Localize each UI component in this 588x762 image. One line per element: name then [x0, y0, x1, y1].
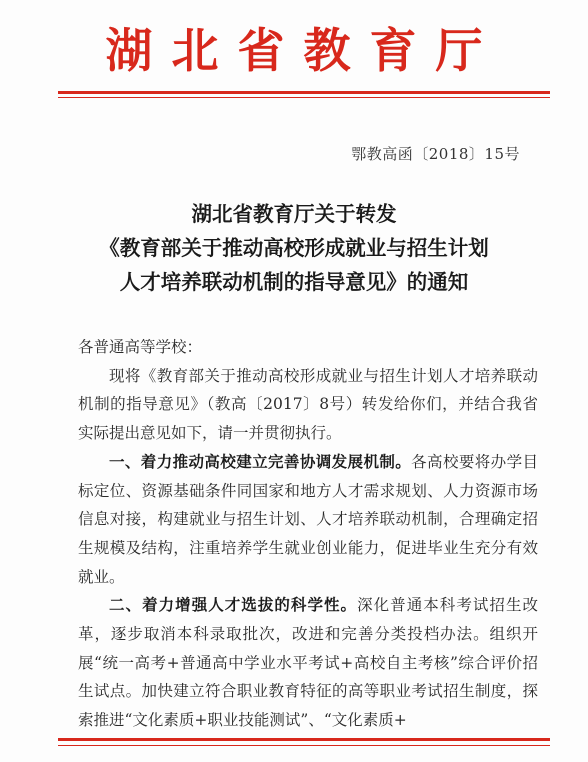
section-text: 深化普通本科考试招生改革，逐步取消本科录取批次，改进和完善分类投档办法。组织开展“统一高考+普通高中学业水平考试+高校自主考核”综合评价招生试点。加快建立符合职业教育特征的高等职业考试招生制度，探索推进“文化素质+职业技能测试”、“文化素质+ [78, 596, 538, 730]
footer-rule-thick [58, 738, 550, 741]
title-line: 湖北省教育厅关于转发 [191, 202, 397, 226]
letterhead-title: 湖北省教育厅 [105, 24, 502, 79]
footer-rule-thin [58, 745, 550, 746]
letterhead-rule-thin [58, 97, 550, 98]
title-line: 《教育部关于推动高校形成就业与招生计划 [99, 236, 489, 260]
document-title [0, 197, 588, 299]
document-body [78, 333, 538, 735]
letterhead-rule-thick [58, 91, 550, 94]
section-paragraph [78, 448, 538, 592]
intro-paragraph: 现将《教育部关于推动高校形成就业与招生计划人才培养联动机制的指导意见》（教高〔2017〕8号）转发给你们，并结合我省实际提出意见如下，请一并贯彻执行。 [78, 366, 538, 443]
section-heading: 二、着力增强人才选拔的科学性。 [109, 595, 358, 615]
section-text: 各高校要将办学目标定位、资源基础条件同国家和地方人才需求规划、人力资源市场信息对接，构建就业与招生计划、人才培养联动机制，合理确定招生规模及结构，注重培养学生就业创业能力，促进毕业生充分有效就业。 [78, 452, 538, 586]
section-paragraph [78, 591, 538, 735]
salutation: 各普通高等学校： [78, 338, 203, 356]
document-number: 鄂教高函〔2018〕15号 [351, 145, 520, 163]
section-heading: 一、着力推动高校建立完善协调发展机制。 [109, 451, 412, 471]
title-line: 人才培养联动机制的指导意见》的通知 [119, 270, 469, 294]
